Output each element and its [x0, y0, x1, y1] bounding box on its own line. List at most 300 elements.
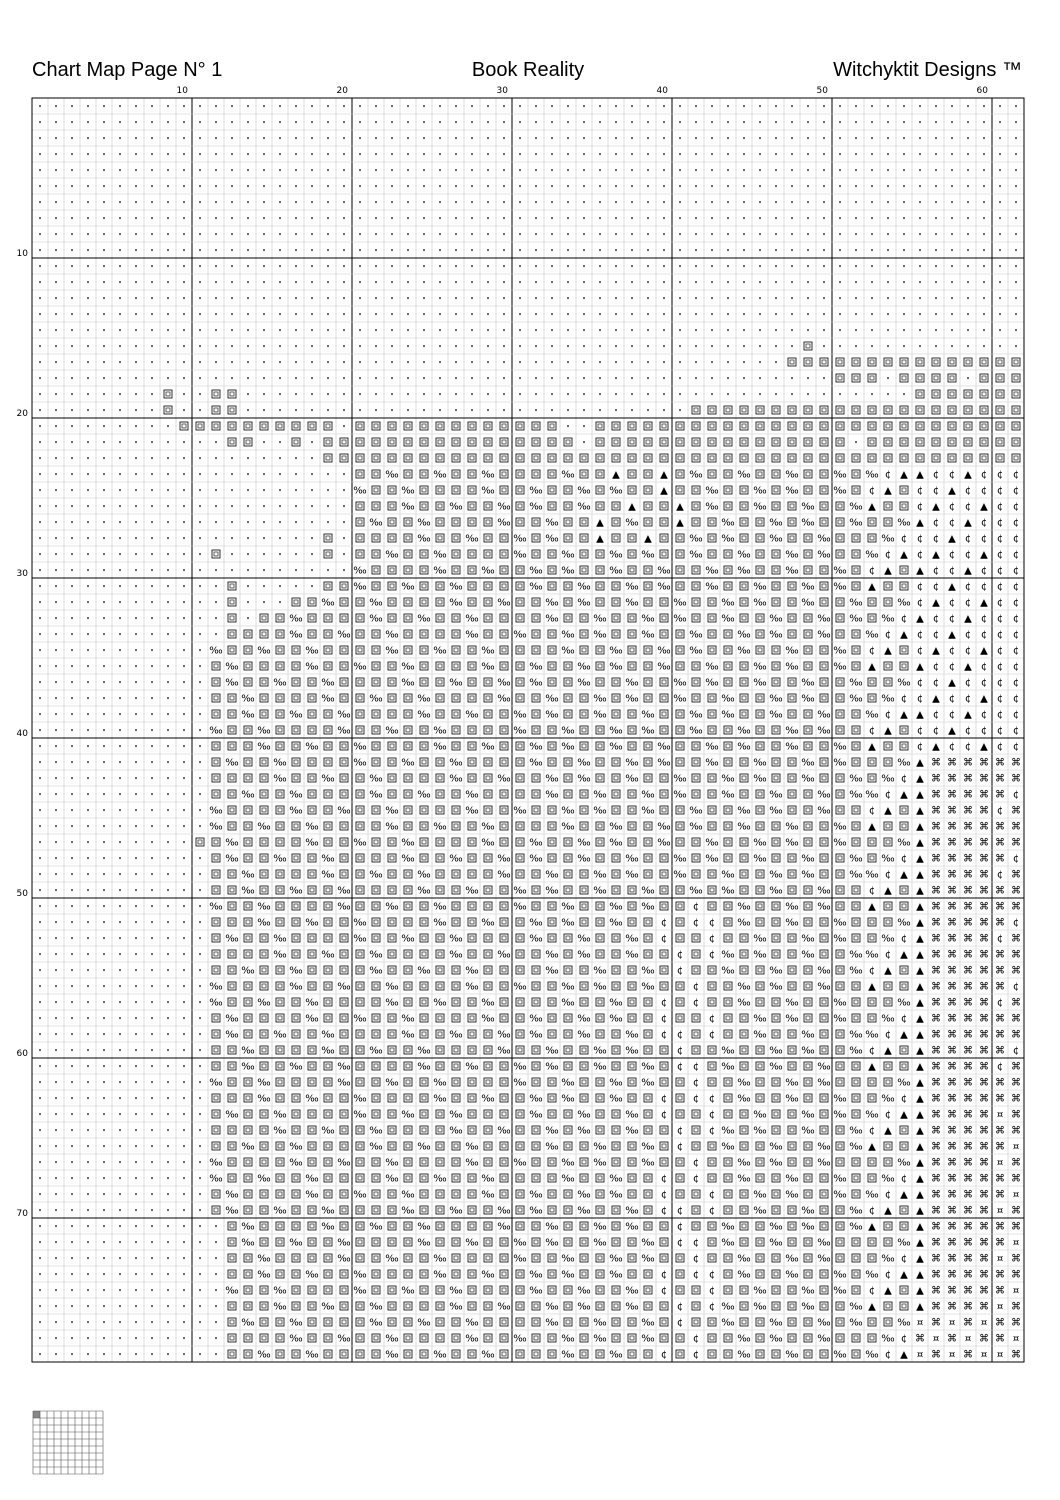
- svg-text:⌘: ⌘: [995, 917, 1005, 929]
- svg-text:⌘: ⌘: [1011, 821, 1021, 833]
- svg-text:‰: ‰: [481, 565, 495, 577]
- svg-text:‰: ‰: [545, 789, 559, 801]
- svg-text:⌘: ⌘: [979, 933, 989, 945]
- svg-text:‰: ‰: [737, 645, 751, 657]
- svg-text:‰: ‰: [529, 565, 543, 577]
- svg-text:▲: ▲: [900, 869, 908, 881]
- svg-text:▲: ▲: [980, 597, 988, 609]
- svg-text:‰: ‰: [241, 789, 255, 801]
- svg-text:‰: ‰: [497, 869, 511, 881]
- row-label: 50: [16, 889, 28, 899]
- svg-text:‰: ‰: [529, 485, 543, 497]
- svg-text:¢: ¢: [932, 581, 940, 593]
- svg-text:▲: ▲: [676, 517, 684, 529]
- svg-text:¢: ¢: [964, 725, 972, 737]
- svg-text:‰: ‰: [433, 565, 447, 577]
- svg-text:‰: ‰: [881, 1013, 895, 1025]
- page-minimap: [32, 1410, 112, 1480]
- svg-text:‰: ‰: [657, 837, 671, 849]
- svg-text:‰: ‰: [529, 501, 543, 513]
- svg-text:‰: ‰: [753, 581, 767, 593]
- svg-text:⌘: ⌘: [995, 949, 1005, 961]
- svg-text:‰: ‰: [289, 613, 303, 625]
- svg-text:‰: ‰: [817, 709, 831, 721]
- svg-text:‰: ‰: [673, 789, 687, 801]
- svg-text:‰: ‰: [801, 949, 815, 961]
- svg-text:¢: ¢: [708, 949, 716, 961]
- svg-text:‰: ‰: [737, 741, 751, 753]
- svg-text:‰: ‰: [433, 997, 447, 1009]
- svg-text:‰: ‰: [577, 661, 591, 673]
- svg-text:‰: ‰: [225, 757, 239, 769]
- svg-text:¢: ¢: [932, 533, 940, 545]
- svg-text:‰: ‰: [721, 869, 735, 881]
- svg-text:▲: ▲: [868, 741, 876, 753]
- svg-text:⌘: ⌘: [931, 997, 941, 1009]
- svg-text:▲: ▲: [868, 981, 876, 993]
- svg-text:‰: ‰: [257, 997, 271, 1009]
- svg-text:¢: ¢: [948, 613, 956, 625]
- svg-text:‰: ‰: [433, 901, 447, 913]
- svg-text:¢: ¢: [916, 677, 924, 689]
- svg-text:‰: ‰: [833, 581, 847, 593]
- svg-text:‰: ‰: [721, 949, 735, 961]
- svg-text:‰: ‰: [801, 693, 815, 705]
- svg-text:‰: ‰: [209, 997, 223, 1009]
- svg-text:¢: ¢: [916, 629, 924, 641]
- svg-text:¢: ¢: [932, 517, 940, 529]
- svg-text:▲: ▲: [900, 789, 908, 801]
- svg-text:‰: ‰: [753, 677, 767, 689]
- svg-text:⌘: ⌘: [931, 981, 941, 993]
- svg-text:‰: ‰: [225, 837, 239, 849]
- svg-text:¢: ¢: [948, 517, 956, 529]
- svg-text:‰: ‰: [353, 837, 367, 849]
- svg-text:⌘: ⌘: [979, 773, 989, 785]
- svg-text:‰: ‰: [321, 597, 335, 609]
- svg-text:⌘: ⌘: [931, 1013, 941, 1025]
- svg-text:▲: ▲: [868, 661, 876, 673]
- svg-text:¢: ¢: [964, 693, 972, 705]
- svg-text:‰: ‰: [529, 917, 543, 929]
- svg-text:¢: ¢: [916, 741, 924, 753]
- svg-text:⌘: ⌘: [995, 773, 1005, 785]
- svg-text:‰: ‰: [497, 949, 511, 961]
- svg-text:⌘: ⌘: [995, 757, 1005, 769]
- svg-text:‰: ‰: [449, 501, 463, 513]
- svg-text:‰: ‰: [481, 837, 495, 849]
- svg-text:‰: ‰: [817, 805, 831, 817]
- svg-text:‰: ‰: [369, 789, 383, 801]
- svg-text:¢: ¢: [1012, 981, 1020, 993]
- svg-text:‰: ‰: [449, 933, 463, 945]
- svg-text:▲: ▲: [980, 693, 988, 705]
- svg-text:‰: ‰: [833, 997, 847, 1009]
- svg-text:⌘: ⌘: [979, 757, 989, 769]
- svg-text:‰: ‰: [897, 597, 911, 609]
- svg-text:⌘: ⌘: [947, 757, 957, 769]
- svg-text:▲: ▲: [916, 789, 924, 801]
- svg-text:▲: ▲: [980, 645, 988, 657]
- svg-text:‰: ‰: [849, 773, 863, 785]
- svg-text:‰: ‰: [497, 693, 511, 705]
- svg-text:‰: ‰: [737, 565, 751, 577]
- svg-text:‰: ‰: [289, 709, 303, 721]
- svg-text:‰: ‰: [481, 469, 495, 481]
- svg-text:¢: ¢: [708, 1029, 716, 1041]
- svg-text:‰: ‰: [577, 1013, 591, 1025]
- svg-text:▲: ▲: [916, 709, 924, 721]
- svg-text:‰: ‰: [545, 533, 559, 545]
- svg-text:⌘: ⌘: [947, 853, 957, 865]
- svg-text:⌘: ⌘: [979, 821, 989, 833]
- svg-text:¢: ¢: [900, 693, 908, 705]
- svg-text:‰: ‰: [561, 565, 575, 577]
- svg-text:‰: ‰: [321, 693, 335, 705]
- svg-text:▲: ▲: [916, 901, 924, 913]
- svg-text:‰: ‰: [321, 773, 335, 785]
- svg-text:‰: ‰: [609, 725, 623, 737]
- svg-text:¢: ¢: [996, 533, 1004, 545]
- svg-text:¢: ¢: [964, 581, 972, 593]
- svg-text:¢: ¢: [660, 1029, 668, 1041]
- svg-text:‰: ‰: [369, 693, 383, 705]
- svg-text:⌘: ⌘: [995, 1013, 1005, 1025]
- svg-text:¢: ¢: [676, 1029, 684, 1041]
- svg-text:‰: ‰: [545, 597, 559, 609]
- svg-text:‰: ‰: [849, 949, 863, 961]
- svg-text:‰: ‰: [785, 661, 799, 673]
- svg-text:‰: ‰: [305, 645, 319, 657]
- svg-text:‰: ‰: [881, 773, 895, 785]
- svg-text:‰: ‰: [577, 501, 591, 513]
- svg-text:‰: ‰: [721, 693, 735, 705]
- svg-text:‰: ‰: [257, 901, 271, 913]
- svg-text:‰: ‰: [369, 613, 383, 625]
- svg-text:‰: ‰: [561, 741, 575, 753]
- svg-text:‰: ‰: [641, 789, 655, 801]
- svg-text:‰: ‰: [449, 853, 463, 865]
- row-label: 20: [16, 409, 28, 419]
- svg-text:⌘: ⌘: [963, 901, 973, 913]
- svg-text:‰: ‰: [753, 773, 767, 785]
- svg-text:‰: ‰: [641, 965, 655, 977]
- svg-text:‰: ‰: [865, 869, 879, 881]
- svg-text:‰: ‰: [561, 805, 575, 817]
- svg-text:‰: ‰: [609, 917, 623, 929]
- svg-text:‰: ‰: [689, 709, 703, 721]
- svg-text:‰: ‰: [737, 917, 751, 929]
- svg-text:‰: ‰: [641, 709, 655, 721]
- svg-text:▲: ▲: [916, 613, 924, 625]
- svg-text:‰: ‰: [257, 917, 271, 929]
- svg-text:‰: ‰: [337, 709, 351, 721]
- svg-text:‰: ‰: [641, 885, 655, 897]
- svg-text:¢: ¢: [980, 565, 988, 577]
- svg-text:‰: ‰: [769, 805, 783, 817]
- svg-text:¢: ¢: [884, 469, 892, 481]
- svg-text:¢: ¢: [692, 901, 700, 913]
- svg-text:¢: ¢: [884, 709, 892, 721]
- svg-text:‰: ‰: [833, 661, 847, 673]
- svg-text:¢: ¢: [884, 549, 892, 561]
- svg-text:‰: ‰: [321, 949, 335, 961]
- svg-text:▲: ▲: [964, 661, 972, 673]
- svg-text:⌘: ⌘: [995, 821, 1005, 833]
- svg-text:‰: ‰: [561, 901, 575, 913]
- svg-text:‰: ‰: [321, 677, 335, 689]
- svg-text:‰: ‰: [865, 549, 879, 561]
- svg-text:¢: ¢: [996, 725, 1004, 737]
- svg-text:¢: ¢: [708, 917, 716, 929]
- svg-text:‰: ‰: [833, 485, 847, 497]
- svg-text:‰: ‰: [449, 757, 463, 769]
- svg-text:‰: ‰: [801, 581, 815, 593]
- svg-text:▲: ▲: [916, 821, 924, 833]
- svg-text:¢: ¢: [932, 709, 940, 721]
- svg-text:¢: ¢: [1012, 661, 1020, 673]
- svg-text:‰: ‰: [225, 1013, 239, 1025]
- svg-text:‰: ‰: [545, 709, 559, 721]
- svg-text:▲: ▲: [884, 965, 892, 977]
- svg-text:⌘: ⌘: [963, 837, 973, 849]
- svg-text:‰: ‰: [593, 885, 607, 897]
- svg-text:⌘: ⌘: [963, 757, 973, 769]
- svg-text:‰: ‰: [353, 565, 367, 577]
- svg-text:¢: ¢: [884, 949, 892, 961]
- svg-text:‰: ‰: [209, 805, 223, 817]
- svg-text:‰: ‰: [433, 917, 447, 929]
- svg-text:‰: ‰: [801, 501, 815, 513]
- svg-text:‰: ‰: [833, 565, 847, 577]
- svg-text:‰: ‰: [849, 789, 863, 801]
- svg-text:‰: ‰: [849, 517, 863, 529]
- svg-text:¢: ¢: [932, 725, 940, 737]
- svg-text:⌘: ⌘: [963, 773, 973, 785]
- svg-text:‰: ‰: [433, 645, 447, 657]
- svg-text:⌘: ⌘: [963, 949, 973, 961]
- svg-text:‰: ‰: [833, 917, 847, 929]
- svg-text:¢: ¢: [996, 565, 1004, 577]
- svg-text:¢: ¢: [964, 485, 972, 497]
- svg-text:▲: ▲: [916, 981, 924, 993]
- svg-text:‰: ‰: [561, 981, 575, 993]
- svg-text:¢: ¢: [932, 469, 940, 481]
- svg-text:‰: ‰: [897, 757, 911, 769]
- svg-text:‰: ‰: [545, 869, 559, 881]
- svg-text:¢: ¢: [964, 741, 972, 753]
- svg-text:▲: ▲: [900, 949, 908, 961]
- svg-text:¢: ¢: [964, 549, 972, 561]
- svg-text:▲: ▲: [916, 757, 924, 769]
- svg-text:‰: ‰: [625, 757, 639, 769]
- svg-text:¢: ¢: [932, 565, 940, 577]
- svg-text:▲: ▲: [916, 517, 924, 529]
- svg-text:‰: ‰: [753, 485, 767, 497]
- svg-text:¢: ¢: [980, 661, 988, 673]
- svg-text:‰: ‰: [609, 741, 623, 753]
- svg-text:‰: ‰: [225, 1029, 239, 1041]
- svg-text:⌘: ⌘: [963, 821, 973, 833]
- svg-text:‰: ‰: [897, 517, 911, 529]
- svg-text:‰: ‰: [273, 677, 287, 689]
- svg-text:¢: ¢: [996, 741, 1004, 753]
- svg-text:‰: ‰: [449, 597, 463, 609]
- svg-text:‰: ‰: [833, 469, 847, 481]
- svg-text:‰: ‰: [225, 677, 239, 689]
- svg-text:¢: ¢: [1012, 725, 1020, 737]
- svg-text:‰: ‰: [385, 901, 399, 913]
- svg-text:‰: ‰: [593, 869, 607, 881]
- svg-text:‰: ‰: [209, 901, 223, 913]
- svg-text:▲: ▲: [916, 853, 924, 865]
- svg-text:‰: ‰: [817, 613, 831, 625]
- svg-text:‰: ‰: [849, 677, 863, 689]
- svg-text:‰: ‰: [545, 773, 559, 785]
- svg-text:¢: ¢: [996, 469, 1004, 481]
- svg-text:¢: ¢: [964, 645, 972, 657]
- svg-text:‰: ‰: [417, 693, 431, 705]
- svg-text:⌘: ⌘: [979, 917, 989, 929]
- svg-text:‰: ‰: [577, 837, 591, 849]
- svg-text:⌘: ⌘: [995, 981, 1005, 993]
- svg-text:¢: ¢: [916, 549, 924, 561]
- svg-text:‰: ‰: [817, 981, 831, 993]
- svg-text:‰: ‰: [657, 741, 671, 753]
- svg-text:¢: ¢: [996, 677, 1004, 689]
- svg-text:‰: ‰: [561, 725, 575, 737]
- svg-text:‰: ‰: [369, 517, 383, 529]
- svg-text:‰: ‰: [449, 581, 463, 593]
- svg-text:‰: ‰: [401, 581, 415, 593]
- svg-text:‰: ‰: [305, 1013, 319, 1025]
- svg-text:‰: ‰: [401, 677, 415, 689]
- svg-text:‰: ‰: [785, 741, 799, 753]
- svg-text:‰: ‰: [209, 725, 223, 737]
- svg-text:⌘: ⌘: [995, 789, 1005, 801]
- svg-text:‰: ‰: [801, 869, 815, 881]
- column-label: 50: [816, 86, 828, 96]
- svg-text:⌘: ⌘: [947, 933, 957, 945]
- svg-text:¢: ¢: [948, 549, 956, 561]
- svg-text:‰: ‰: [385, 645, 399, 657]
- svg-text:¢: ¢: [708, 933, 716, 945]
- svg-text:‰: ‰: [225, 933, 239, 945]
- svg-text:‰: ‰: [497, 597, 511, 609]
- svg-text:⌘: ⌘: [947, 949, 957, 961]
- svg-text:‰: ‰: [401, 1013, 415, 1025]
- svg-text:‰: ‰: [257, 741, 271, 753]
- svg-text:‰: ‰: [625, 581, 639, 593]
- svg-text:¢: ¢: [996, 485, 1004, 497]
- svg-text:‰: ‰: [625, 1029, 639, 1041]
- svg-text:‰: ‰: [881, 693, 895, 705]
- svg-text:¢: ¢: [996, 645, 1004, 657]
- svg-text:‰: ‰: [321, 853, 335, 865]
- svg-text:‰: ‰: [289, 789, 303, 801]
- svg-text:‰: ‰: [817, 549, 831, 561]
- svg-text:‰: ‰: [401, 933, 415, 945]
- svg-text:¢: ¢: [1012, 549, 1020, 561]
- svg-text:‰: ‰: [497, 677, 511, 689]
- svg-text:▲: ▲: [916, 933, 924, 945]
- svg-text:▲: ▲: [932, 597, 940, 609]
- svg-text:⌘: ⌘: [1011, 757, 1021, 769]
- svg-text:¢: ¢: [1012, 517, 1020, 529]
- svg-text:▲: ▲: [964, 469, 972, 481]
- svg-text:‰: ‰: [721, 789, 735, 801]
- svg-text:‰: ‰: [529, 837, 543, 849]
- svg-text:¢: ¢: [900, 1013, 908, 1025]
- svg-text:‰: ‰: [577, 949, 591, 961]
- svg-text:‰: ‰: [593, 693, 607, 705]
- svg-text:‰: ‰: [449, 773, 463, 785]
- svg-text:⌘: ⌘: [947, 917, 957, 929]
- svg-text:‰: ‰: [753, 661, 767, 673]
- svg-text:¢: ¢: [996, 597, 1004, 609]
- svg-text:¢: ¢: [948, 709, 956, 721]
- svg-text:¢: ¢: [948, 693, 956, 705]
- svg-text:‰: ‰: [385, 549, 399, 561]
- svg-text:‰: ‰: [705, 837, 719, 849]
- svg-text:⌘: ⌘: [947, 981, 957, 993]
- svg-text:⌘: ⌘: [931, 885, 941, 897]
- svg-text:¢: ¢: [1012, 501, 1020, 513]
- svg-text:⌘: ⌘: [947, 1013, 957, 1025]
- svg-text:‰: ‰: [801, 677, 815, 689]
- svg-text:‰: ‰: [817, 885, 831, 897]
- svg-text:‰: ‰: [785, 565, 799, 577]
- svg-text:⌘: ⌘: [1011, 949, 1021, 961]
- svg-text:¢: ¢: [996, 805, 1004, 817]
- svg-text:¢: ¢: [1012, 917, 1020, 929]
- svg-text:‰: ‰: [609, 837, 623, 849]
- svg-text:‰: ‰: [241, 885, 255, 897]
- svg-text:¢: ¢: [980, 533, 988, 545]
- svg-text:¢: ¢: [868, 485, 876, 497]
- svg-text:‰: ‰: [561, 629, 575, 641]
- svg-text:¢: ¢: [980, 677, 988, 689]
- svg-text:‰: ‰: [673, 597, 687, 609]
- svg-text:‰: ‰: [833, 645, 847, 657]
- svg-text:‰: ‰: [385, 805, 399, 817]
- svg-text:¢: ¢: [996, 629, 1004, 641]
- svg-text:⌘: ⌘: [947, 805, 957, 817]
- svg-text:‰: ‰: [257, 821, 271, 833]
- svg-text:¢: ¢: [868, 805, 876, 817]
- svg-text:‰: ‰: [721, 885, 735, 897]
- svg-text:⌘: ⌘: [979, 997, 989, 1009]
- svg-text:‰: ‰: [417, 533, 431, 545]
- svg-text:‰: ‰: [593, 613, 607, 625]
- svg-text:‰: ‰: [769, 533, 783, 545]
- svg-text:‰: ‰: [769, 613, 783, 625]
- svg-text:‰: ‰: [513, 533, 527, 545]
- svg-text:¢: ¢: [1012, 645, 1020, 657]
- svg-text:‰: ‰: [753, 853, 767, 865]
- svg-text:⌘: ⌘: [995, 965, 1005, 977]
- svg-text:‰: ‰: [673, 853, 687, 865]
- svg-text:¢: ¢: [932, 485, 940, 497]
- svg-text:⌘: ⌘: [963, 789, 973, 801]
- svg-text:▲: ▲: [964, 613, 972, 625]
- svg-text:‰: ‰: [353, 1013, 367, 1025]
- column-label: 60: [976, 86, 988, 96]
- svg-text:‰: ‰: [465, 805, 479, 817]
- svg-text:¢: ¢: [676, 965, 684, 977]
- svg-text:¢: ¢: [964, 629, 972, 641]
- svg-text:‰: ‰: [401, 501, 415, 513]
